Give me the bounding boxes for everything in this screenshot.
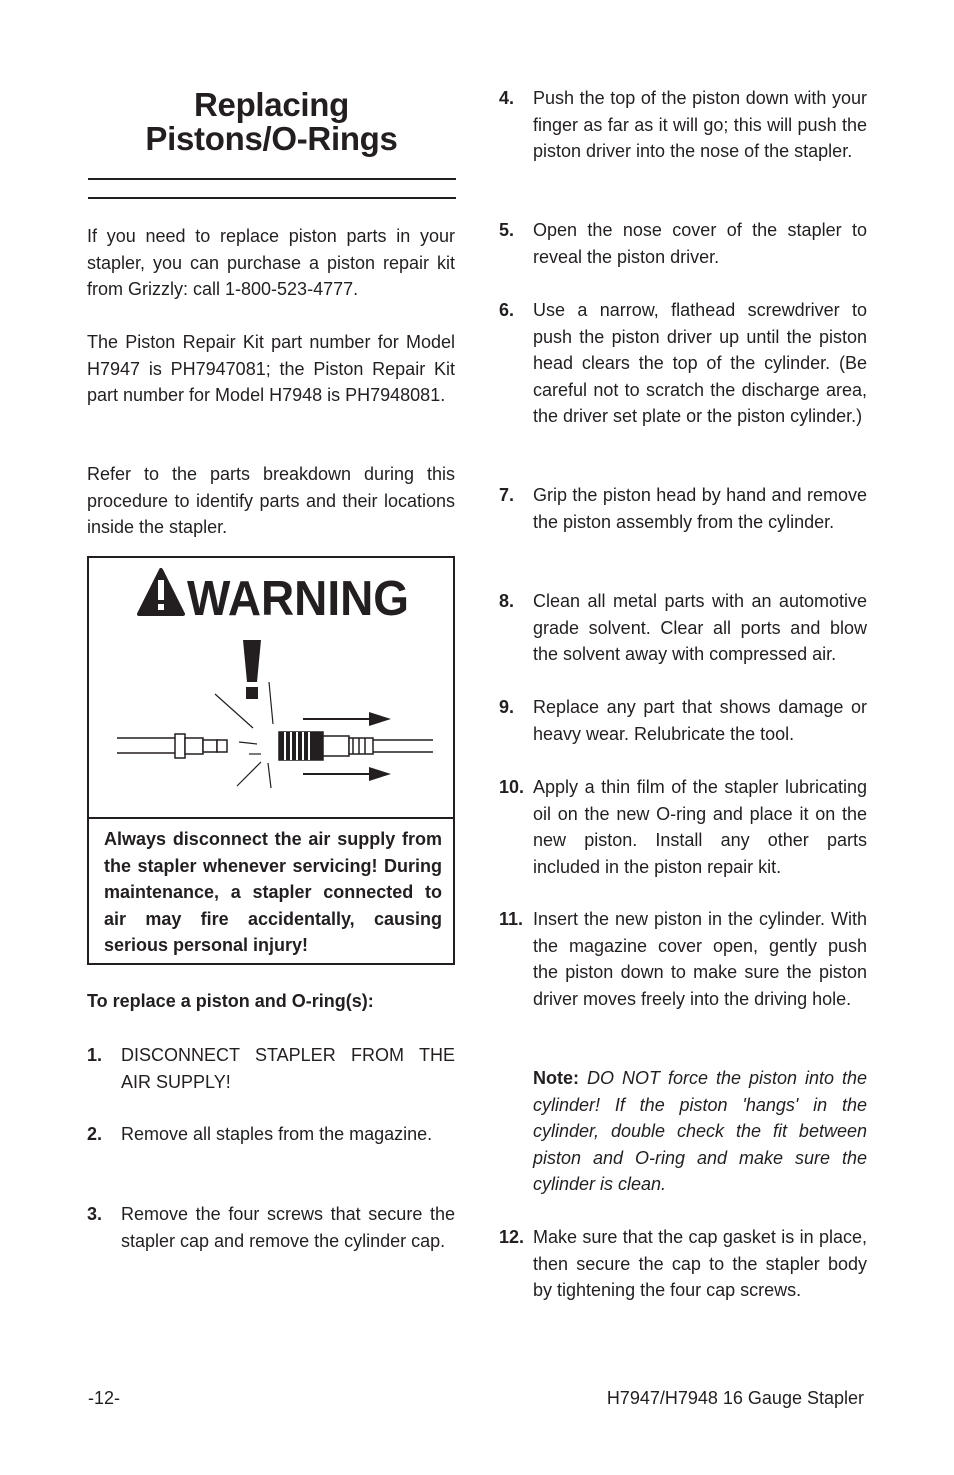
warning-divider <box>89 817 453 819</box>
arrow-right-icon <box>303 767 391 781</box>
step-number: 7. <box>499 485 515 505</box>
title-rule-top <box>88 178 456 180</box>
burst-lines-icon <box>215 682 273 788</box>
step-number: 9. <box>499 697 515 717</box>
step-text: Make sure that the cap gasket is in place, then secure the cap to the stapler body by tightening the four cap screws. <box>533 1227 867 1300</box>
exclamation-icon <box>243 640 261 699</box>
warning-box <box>87 556 455 965</box>
warning-text: Always disconnect the air supply from the stapler whenever servicing! During maintenance, a stapler connected to air may fire accidentally, causing serious personal injury! <box>104 829 442 955</box>
step-number: 1. <box>87 1045 103 1065</box>
step-text: Grip the piston head by hand and remove the piston assembly from the cylinder. <box>533 485 867 532</box>
step-number: 10. <box>499 777 525 797</box>
warning-label: WARNING <box>187 572 409 626</box>
step-number: 12. <box>499 1227 525 1247</box>
note-text: DO NOT force the piston into the cylinder! If the piston 'hangs' in the cylinder, double check the fit between piston and O-ring and make sure the cylinder is clean. <box>533 1068 867 1194</box>
intro-paragraph-2: The Piston Repair Kit part number for Model H7947 is PH7947081; the Piston Repair Kit part number for Model H7948 is PH7948081. <box>87 332 455 405</box>
step-number: 11. <box>499 909 524 929</box>
step-text: Replace any part that shows damage or heavy wear. Relubricate the tool. <box>533 697 867 744</box>
footer-model: H7947/H7948 16 Gauge Stapler <box>606 1388 864 1408</box>
step-number: 3. <box>87 1204 103 1224</box>
procedure-heading: To replace a piston and O-ring(s): <box>87 991 374 1011</box>
step-text: Push the top of the piston down with your finger as far as it will go; this will push the piston driver into the nose of the stapler. <box>533 88 867 161</box>
intro-paragraph-3: Refer to the parts breakdown during this procedure to identify parts and their locations inside the stapler. <box>87 464 455 537</box>
intro-paragraph-1: If you need to replace piston parts in your stapler, you can purchase a piston repair kit from Grizzly: call 1-800-523-4777. <box>87 226 455 299</box>
warning-illustration <box>89 558 453 818</box>
step-number: 6. <box>499 300 515 320</box>
male-plug-icon <box>117 734 227 758</box>
warning-triangle-icon <box>139 570 183 614</box>
step-text: Clean all metal parts with an automotive grade solvent. Clear all ports and blow the solvent away with compressed air. <box>533 591 867 664</box>
arrow-right-icon <box>303 712 391 726</box>
page-number: -12- <box>88 1388 121 1408</box>
step-text: Remove the four screws that secure the stapler cap and remove the cylinder cap. <box>121 1204 455 1251</box>
step-text: Use a narrow, flathead screwdriver to push the piston driver up until the piston head clears the top of the cylinder. (Be careful not to scratch the discharge area, the driver set plate or the piston cylinder.) <box>533 300 867 426</box>
step-number: 4. <box>499 88 515 108</box>
title-line-1: Replacing <box>193 86 349 123</box>
step-text: Remove all staples from the magazine. <box>121 1124 433 1144</box>
step-number: 2. <box>87 1124 103 1144</box>
step-text: DISCONNECT STAPLER FROM THE AIR SUPPLY! <box>121 1045 455 1092</box>
female-coupler-icon <box>279 732 433 760</box>
title-rule-bottom <box>88 197 456 199</box>
step-text: Open the nose cover of the stapler to reveal the piston driver. <box>533 220 867 267</box>
step-text: Insert the new piston in the cylinder. With the magazine cover open, gently push the piston down to make sure the piston driver moves freely into the driving hole. <box>533 909 867 1009</box>
page-title <box>88 88 455 156</box>
title-line-2: Pistons/O-Rings <box>145 120 398 157</box>
step-number: 8. <box>499 591 515 611</box>
note <box>533 1065 867 1198</box>
note-label: Note: <box>533 1068 579 1088</box>
step-number: 5. <box>499 220 515 240</box>
step-text: Apply a thin film of the stapler lubricating oil on the new O-ring and place it on the new piston. Install any other parts included in the piston repair kit. <box>533 777 867 877</box>
